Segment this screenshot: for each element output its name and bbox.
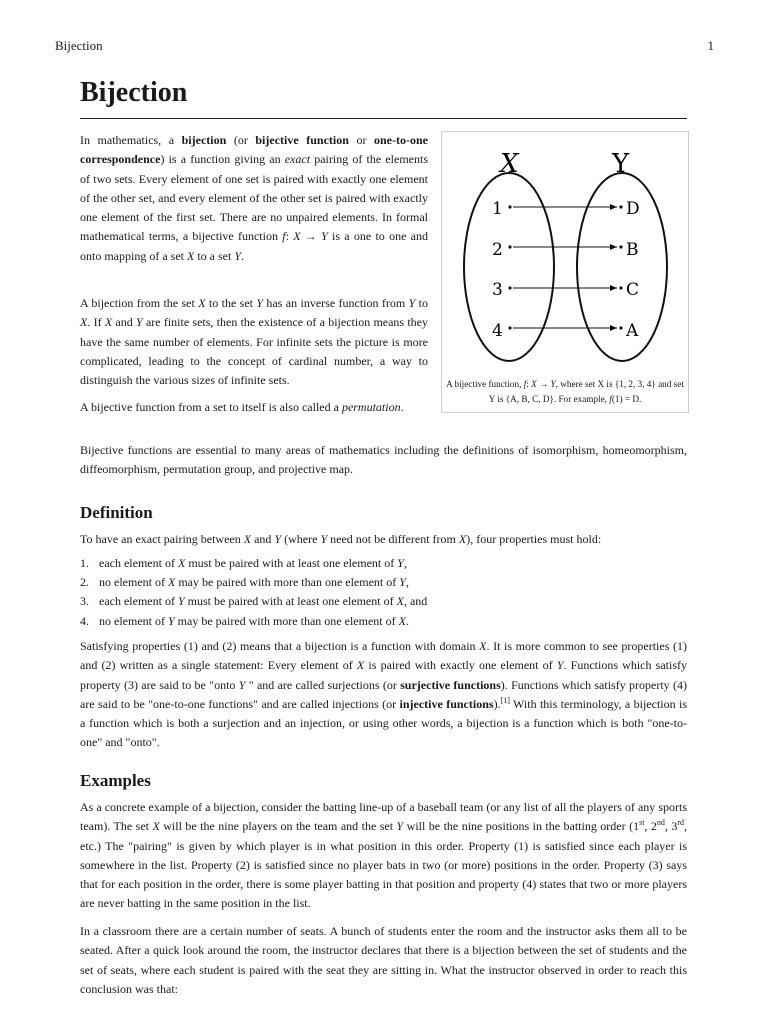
- bijection-diagram: [442, 132, 688, 372]
- dot-y-a: [619, 326, 622, 329]
- running-header-title: Bijection: [55, 38, 103, 53]
- set-x-label: X: [500, 149, 519, 179]
- article-title: Bijection: [80, 77, 188, 108]
- applications-paragraph: Bijective functions are essential to many areas of mathematics including the definitions of isomorphism, homeomorphism, diffeomorphism, permutation group, and projective map.: [80, 443, 687, 477]
- term-injective-functions: injective functions: [399, 696, 494, 711]
- running-header: [55, 38, 714, 54]
- term-permutation: permutation: [341, 400, 401, 414]
- set-y-ellipse: [577, 173, 667, 361]
- section-heading-definition: Definition: [80, 503, 153, 522]
- bijection-figure: [441, 131, 689, 413]
- dot-y-d: [619, 205, 622, 208]
- list-item: 2. no element of X may be paired with more than one element of Y,: [80, 575, 409, 590]
- element-x-4: 4: [492, 321, 503, 341]
- section-heading-examples: Examples: [80, 771, 151, 790]
- element-y-c: C: [626, 280, 640, 300]
- term-bijection: bijection: [181, 133, 227, 147]
- dot-x-1: [508, 205, 511, 208]
- list-item: 3. each element of Y must be paired with at least one element of X, and: [80, 594, 428, 609]
- citation-1[interactable]: [1]: [500, 695, 510, 705]
- term-one-to-one: one-to-one correspondence: [80, 133, 428, 167]
- set-x-ellipse: [464, 173, 554, 361]
- property-list: [80, 554, 687, 631]
- figure-caption: A bijective function, f: X → Y, where set X is {1, 2, 3, 4} and set Y is {A, B, C, D}. For example, f(1) = D.: [446, 379, 684, 404]
- element-x-2: 2: [492, 240, 503, 260]
- dot-y-c: [619, 286, 622, 289]
- element-y-d: D: [626, 199, 640, 219]
- intro-paragraph: In mathematics, a bijection (or bijective function or one-to-one correspondence) is a function giving an exact pairing of the elements of two sets. Every element of one set is paired with exactly one element of the other set, and every element of the other set is paired with exactly one element of the first set. There are no unpaired elements. In formal mathematical terms, a bijective function f: X → Y is a one to one and onto mapping of a set X to a set Y.: [80, 133, 428, 263]
- element-x-1: 1: [492, 199, 503, 219]
- definition-explanation: Satisfying properties (1) and (2) means that a bijection is a function with domain X. It is more common to see properties (1) and (2) written as a single statement: Every element of X is paired with exactly one element of Y. Functions which satisfy property (3) are said to be "onto Y " and are called surjections (or surjective functions). Functions which satisfy property (4) are said to be "one-to-one functions" and are called injections (or injective functions).[1] With this terminology, a bijection is a function which is both a surjection and an injection, or using other words, a bijection is a function which is both "one-to-one" and "onto".: [80, 639, 688, 750]
- inverse-paragraph: A bijection from the set X to the set Y has an inverse function from Y to X. If X and Y are finite sets, then the existence of a bijection means they have the same number of elements. For infinite sets the picture is more complicated, leading to the concept of cardinal number, a way to distinguish the various sizes of infinite sets.: [80, 296, 429, 388]
- baseball-example-paragraph: As a concrete example of a bijection, consider the batting line-up of a baseball team (or any list of all the players of any sports team). The set X will be the nine players on the team and the set Y will be the nine positions in the batting order (1st, 2nd, 3rd, etc.) The "pairing" is given by which player is in what position in this order. Property (1) is satisfied since each player is somewhere in the list. Property (2) is satisfied since no player bats in two (or more) positions in the order. Property (3) says that for each position in the order, there is some player batting in that position and property (4) states that two or more players are never batting in the same position in the list.: [80, 800, 688, 911]
- title-rule: [80, 118, 687, 119]
- list-item: 1. each element of X must be paired with at least one element of Y,: [80, 556, 407, 570]
- list-item: 4. no element of Y may be paired with more than one element of X.: [80, 613, 409, 628]
- dot-x-4: [508, 326, 511, 329]
- definition-intro: To have an exact pairing between X and Y (where Y need not be different from X), four properties must hold:: [80, 532, 602, 546]
- set-y-label: Y: [612, 149, 630, 179]
- classroom-example-paragraph: In a classroom there are a certain number of seats. A bunch of students enter the room and the instructor asks them all to be seated. After a quick look around the room, the instructor declares that there is a bijection between the set of students and the set of seats, where each student is paired with the seat they are sitting in. What the instructor observed in order to reach this conclusion was that:: [80, 924, 687, 996]
- page-number: 1: [707, 38, 714, 53]
- element-y-a: A: [626, 321, 639, 341]
- permutation-paragraph: A bijective function from a set to itself is also called a permutation.: [80, 400, 404, 414]
- term-surjective-functions: surjective functions: [400, 677, 501, 692]
- dot-y-b: [619, 245, 622, 248]
- dot-x-2: [508, 245, 511, 248]
- element-y-b: B: [626, 240, 639, 260]
- element-x-3: 3: [492, 280, 503, 300]
- dot-x-3: [508, 286, 511, 289]
- term-bijective-function: bijective function: [255, 133, 349, 147]
